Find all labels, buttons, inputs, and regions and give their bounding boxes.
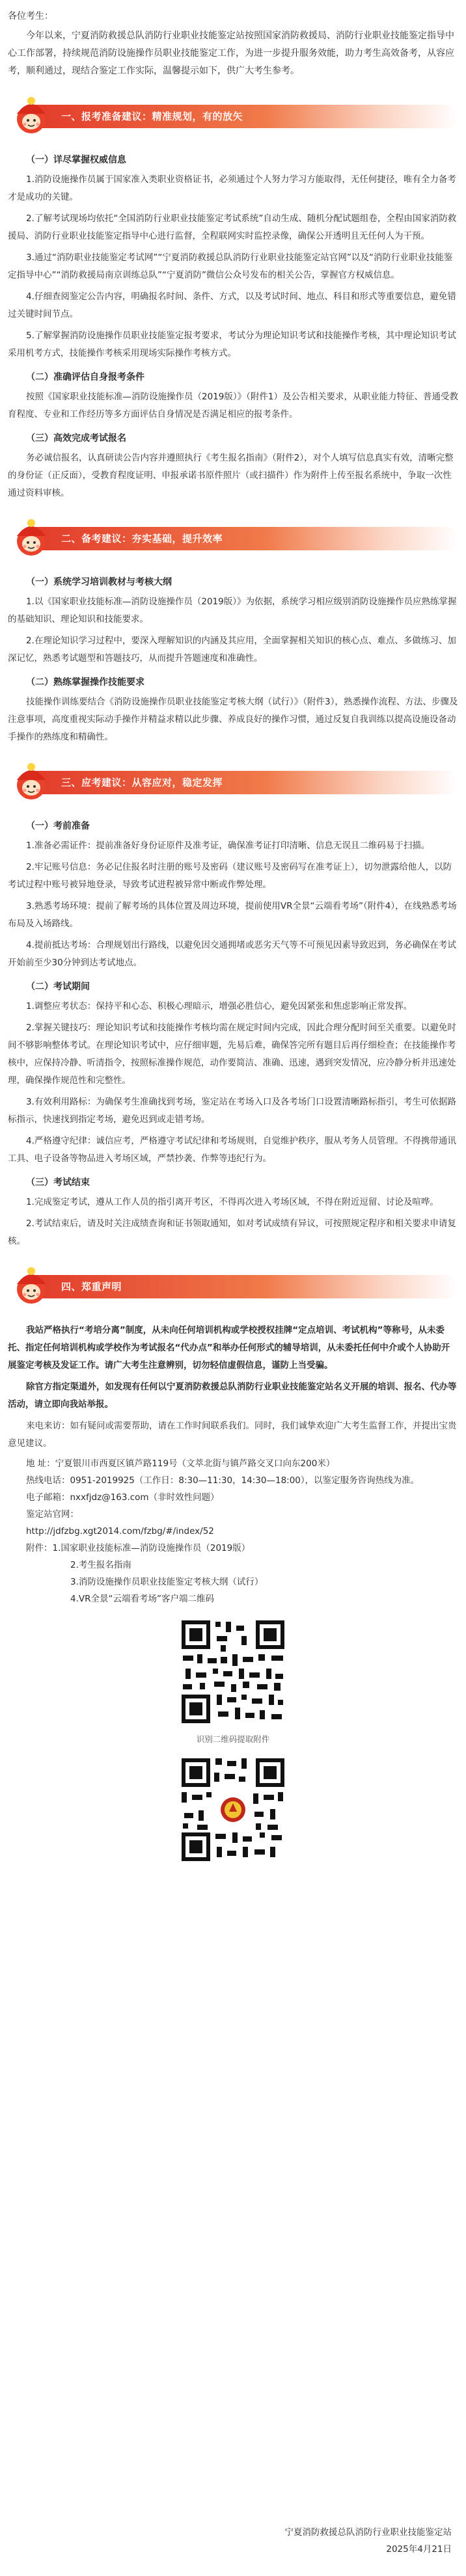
attachment-item: 4.VR全景“云端看考场”客户端二维码	[70, 1594, 214, 1604]
paragraph: 4.严格遵守纪律：诚信应考，严格遵守考试纪律和考场规则，自觉维护秩序，服从考务人员管理。不得携带通讯工具、电子设备等物品进入考场区域，严禁抄袭、作弊等违纪行为。	[8, 1136, 456, 1164]
section-banner-1-title: 一、报考准备建议：精准规划，有的放矢	[61, 111, 243, 122]
subheading: （三）考试结束	[26, 1177, 90, 1188]
paragraph: 2.考试结束后，请及时关注成绩查询和证书领取通知，如对考试成绩有异议，可按照规定程序和相关要求申请复核。	[8, 1218, 456, 1246]
paragraph: 1.准备必需证件：提前准备好身份证原件及准考证，确保准考证打印清晰、信息无误且二维码易于扫描。	[26, 840, 430, 851]
qr-code-icon[interactable]	[178, 1617, 288, 1727]
paragraph: 技能操作训练要结合《消防设施操作员职业技能鉴定考核大纲（试行）》（附件3），熟悉操作流程、方法、步骤及注意事项，高度重视实际动手操作并精益求精以此步骤、养成良好的操作习惯，通过反复自我训练以提高设施设备动手操作的熟练度和精确性。	[8, 697, 458, 742]
paragraph: 2.在理论知识学习过程中，要深入理解知识的内涵及其应用，全面掌握相关知识的核心点、难点、多做练习、加深记忆，熟悉考试题型和答题技巧，从而提升答题速度和准确性。	[8, 636, 456, 664]
paragraph: 3.有效利用路标：为确保考生准确找到考场，鉴定站在考场入口及各考场门口设置清晰路标指引，考生可依据路标指示，快速找到指定考场，避免迟到或走错考场。	[8, 1097, 456, 1125]
footer-date: 2025年4月21日	[386, 2544, 452, 2555]
subheading: （一）详尽掌握权威信息	[26, 155, 126, 165]
paragraph: 1.完成鉴定考试，遵从工作人员的指引离开考区，不得再次进入考场区域，不得在附近逗留、讨论及喧哗。	[26, 1197, 439, 1207]
contact-address: 地 址：宁夏银川市西夏区镇芦路119号（文萃北街与镇芦路交叉口向东200米）	[26, 1458, 335, 1469]
paragraph: 1.消防设施操作员属于国家准入类职业资格证书，必须通过个人努力学习方能取得，无任何捷径，唯有全力备考才是成功的关键。	[8, 174, 456, 202]
contact-phone: 热线电话：0951-2019925（工作日：8:30—11:30，14:30—18:00），以鉴定服务咨询热线为准。	[26, 1475, 420, 1486]
attachment-item: 3.消防设施操作员职业技能鉴定考核大纲（试行）	[70, 1577, 264, 1587]
paragraph: 务必诚信报名，认真研读公告内容并遵照执行《考生报名指南》（附件2），对个人填写信息真实有效，清晰完整的身份证（正反面），受教育程度证明、申报承诺书原件照片（或扫描件）作为附件上传至报名系统中，争取一次性通过资料审核。	[8, 453, 454, 498]
paragraph: 1.以《国家职业技能标准—消防设施操作员（2019版）》为依据，系统学习相应级别消防设施操作员应熟练掌握的基础知识、理论知识和技能要求。	[8, 597, 457, 624]
declaration-paragraph: 除官方指定渠道外，如发现有任何以宁夏消防救援总队消防行业职业技能鉴定站名义开展的培训、报名、代办等活动，请立即向我站举报。	[8, 1382, 457, 1410]
paragraph: 4.提前抵达考场：合理规划出行路线，以避免因交通拥堵或恶劣天气等不可预见因素导致迟到，务必确保在考试开始前至少30分钟到达考试地点。	[8, 940, 456, 968]
footer-organization: 宁夏消防救援总队消防行业职业技能鉴定站	[284, 2527, 452, 2538]
site-link[interactable]: http://jdfzbg.xgt2014.com/fzbg/#/index/52	[26, 1526, 214, 1536]
firefighter-mascot-icon	[8, 759, 55, 806]
paragraph: 2.了解考试现场均依托“全国消防行业职业技能鉴定考试系统”自动生成、随机分配试题组卷，全程由国家消防救援局、消防行业职业技能鉴定指导中心进行监督，全程联网实时监控录像，确保公开透明且无任何人为干预。	[8, 213, 457, 241]
footer-signature	[285, 2524, 452, 2558]
section-banner-2-title: 二、备考建议：夯实基础，提升效率	[61, 533, 223, 544]
section-banner-4-title: 四、郑重声明	[61, 1281, 122, 1293]
site-label: 鉴定站官网：	[26, 1509, 79, 1520]
attachment-item: 2.考生报名指南	[70, 1560, 131, 1570]
qr-block-attachments	[0, 1617, 466, 1865]
intro-paragraph: 今年以来，宁夏消防救援总队消防行业职业技能鉴定站按照国家消防救援局、消防行业职业技能鉴定指导中心工作部署，持续规范消防设施操作员职业技能鉴定工作，为进一步提升服务效能，助力考生高效备考，从容应考，顺利通过，现结合鉴定工作实际，温馨提示如下，供广大考生参考。	[8, 31, 454, 76]
paragraph: 按照《国家职业技能标准—消防设施操作员（2019版）》（附件1）及公告相关要求，从职业能力特征、普通受教育程度、专业和工作经历等多方面评估自身情况是否满足相应的报考条件。	[8, 392, 458, 420]
declaration-paragraph: 我站严格执行“考培分离”制度，从未向任何培训机构或学校授权挂牌“定点培训、考试机构”等称号，从未委托、指定任何培训机构或学校作为考试报名“代办点”和举办任何形式的辅导培训，从未委托任何中介或个人协助开展鉴定考核及发证工作。请广大考生注意辨别，切勿轻信虚假信息，谨防上当受骗。	[8, 1325, 450, 1371]
paragraph: 3.通过“消防职业技能鉴定考试网”“宁夏消防救援总队消防行业职业技能鉴定站官网”以及“消防行业职业技能鉴定指导中心”“消防救援局南京训练总队”“宁夏消防”微信公众号发布的相关公告，掌握官方权威信息。	[8, 252, 453, 280]
paragraph: 3.熟悉考场环境：提前了解考场的具体位置及周边环境，提前使用VR全景“云端看考场”（附件4），在线熟悉考场布局及入场路线。	[8, 901, 457, 929]
section-banner-3-title: 三、应考建议：从容应对，稳定发挥	[61, 777, 223, 788]
paragraph: 2.掌握关键技巧：理论知识考试和技能操作考核均需在规定时间内完成，因此合理分配时间至关重要。以避免时间不够影响整体考试。在理论知识考试中，应仔细审题，先易后难，确保答完所有题目后再仔细检查；在技能操作考核中，应保持冷静、听清指令，按照标准操作规范，动作要简洁、准确、迅速，遇到突发情况，应冷静分析并迅速处理，确保操作规范性和完整性。	[8, 1023, 456, 1086]
vr-qr-code-icon[interactable]	[178, 1754, 288, 1865]
subheading: （二）考试期间	[26, 982, 90, 992]
paragraph: 1.调整应考状态：保持平和心态、积极心理暗示，增强必胜信心，避免因紧张和焦虑影响正常发挥。	[26, 1001, 413, 1012]
greeting: 各位考生：	[8, 11, 53, 21]
paragraph: 5.了解掌握消防设施操作员职业技能鉴定报考要求，考试分为理论知识考试和技能操作考核，其中理论知识考试采用机考方式，技能操作考核采用现场实际操作考核方式。	[8, 330, 456, 358]
contact-email: 电子邮箱：nxxfjdz@163.com（非时效性问题）	[26, 1492, 219, 1503]
subheading: （一）考前准备	[26, 821, 90, 831]
subheading: （三）高效完成考试报名	[26, 433, 126, 444]
attachments-heading: 附件：	[26, 1543, 53, 1553]
section-banner-4	[8, 1263, 458, 1310]
section-banner-1	[8, 93, 458, 140]
paragraph: 4.仔细查阅鉴定公告内容，明确报名时间、条件、方式，以及考试时间、地点、科目和形式等重要信息，避免错过关键时间节点。	[8, 291, 456, 319]
attachment-item: 1.国家职业技能标准—消防设施操作员（2019版）	[52, 1543, 251, 1553]
firefighter-mascot-icon	[8, 93, 55, 140]
section-banner-2	[8, 515, 458, 562]
subheading: （二）熟练掌握操作技能要求	[26, 677, 144, 688]
subheading: （一）系统学习培训教材与考核大纲	[26, 577, 172, 587]
attachments-label	[8, 1540, 458, 1557]
section-banner-3	[8, 759, 458, 806]
subheading: （二）准确评估自身报考条件	[26, 372, 144, 382]
paragraph: 2.牢记账号信息：务必记住报名时注册的账号及密码（建议账号及密码写在准考证上），切勿泄露给他人，以防考试过程中账号被异地登录，导致考试进程被异常中断或作弊处理。	[8, 862, 452, 890]
firefighter-mascot-icon	[8, 515, 55, 562]
qr-caption: 识别二维码提取附件	[196, 1734, 270, 1744]
paragraph: 来电来访：如有疑问或需要帮助，请在工作时间联系我们。同时，我们诚挚欢迎广大考生监督工作，并提出宝贵意见建议。	[8, 1421, 457, 1449]
firefighter-mascot-icon	[8, 1263, 55, 1310]
